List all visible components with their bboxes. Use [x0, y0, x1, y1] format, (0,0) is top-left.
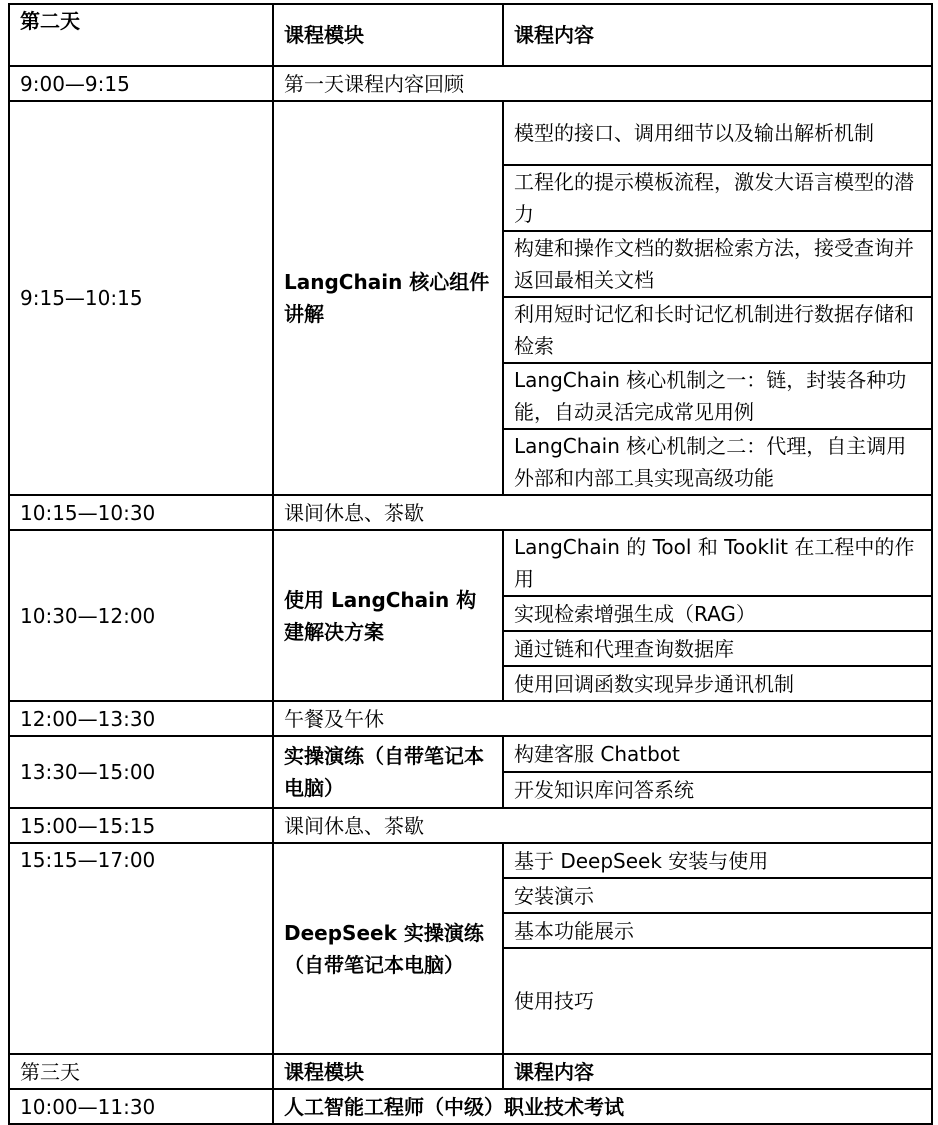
module-header: 课程模块 [273, 1054, 503, 1089]
day3-title: 第三天 [9, 1054, 273, 1089]
table-row [9, 495, 932, 530]
time-cell: 9:00—9:15 [9, 66, 273, 101]
content-header: 课程内容 [503, 4, 932, 66]
content-cell: 构建和操作文档的数据检索方法，接受查询并返回最相关文档 [503, 231, 932, 297]
exam-cell: 人工智能工程师（中级）职业技术考试 [273, 1089, 932, 1124]
module-cell: 使用 LangChain 构建解决方案 [273, 530, 503, 701]
time-cell: 10:00—11:30 [9, 1089, 273, 1124]
module-cell: LangChain 核心组件讲解 [273, 101, 503, 495]
content-cell: 基于 DeepSeek 安装与使用 [503, 843, 932, 878]
content-cell: 构建客服 Chatbot [503, 736, 932, 772]
table-row [9, 66, 932, 101]
content-cell: LangChain 的 Tool 和 Tooklit 在工程中的作用 [503, 530, 932, 596]
content-cell: 开发知识库问答系统 [503, 772, 932, 808]
content-cell: 使用技巧 [503, 948, 932, 1054]
content-cell: 基本功能展示 [503, 913, 932, 948]
content-cell: 工程化的提示模板流程，激发大语言模型的潜力 [503, 165, 932, 231]
time-cell: 10:15—10:30 [9, 495, 273, 530]
content-cell: 实现检索增强生成（RAG） [503, 596, 932, 631]
table-row [9, 843, 932, 878]
table-row [9, 701, 932, 736]
table-row [9, 1089, 932, 1124]
time-cell: 10:30—12:00 [9, 530, 273, 701]
table-row [9, 101, 932, 165]
time-cell: 13:30—15:00 [9, 736, 273, 808]
content-cell: 模型的接口、调用细节以及输出解析机制 [503, 101, 932, 165]
day2-header-row [9, 4, 932, 66]
time-cell: 9:15—10:15 [9, 101, 273, 495]
content-header: 课程内容 [503, 1054, 932, 1089]
content-cell: LangChain 核心机制之二：代理，自主调用外部和内部工具实现高级功能 [503, 429, 932, 495]
activity-cell: 课间休息、茶歇 [273, 495, 932, 530]
module-cell: 实操演练（自带笔记本电脑） [273, 736, 503, 808]
content-cell: 通过链和代理查询数据库 [503, 631, 932, 666]
activity-cell: 午餐及午休 [273, 701, 932, 736]
table-row [9, 808, 932, 843]
content-cell: 利用短时记忆和长时记忆机制进行数据存储和检索 [503, 297, 932, 363]
module-cell: DeepSeek 实操演练（自带笔记本电脑） [273, 843, 503, 1054]
module-header: 课程模块 [273, 4, 503, 66]
time-cell: 15:00—15:15 [9, 808, 273, 843]
schedule-table [8, 3, 933, 1125]
activity-cell: 第一天课程内容回顾 [273, 66, 932, 101]
table-row [9, 530, 932, 596]
day2-title: 第二天 [9, 4, 273, 66]
time-cell: 15:15—17:00 [9, 843, 273, 1054]
content-cell: LangChain 核心机制之一：链，封装各种功能，自动灵活完成常见用例 [503, 363, 932, 429]
table-row [9, 736, 932, 772]
activity-cell: 课间休息、茶歇 [273, 808, 932, 843]
day3-header-row [9, 1054, 932, 1089]
time-cell: 12:00—13:30 [9, 701, 273, 736]
content-cell: 安装演示 [503, 878, 932, 913]
content-cell: 使用回调函数实现异步通讯机制 [503, 666, 932, 701]
